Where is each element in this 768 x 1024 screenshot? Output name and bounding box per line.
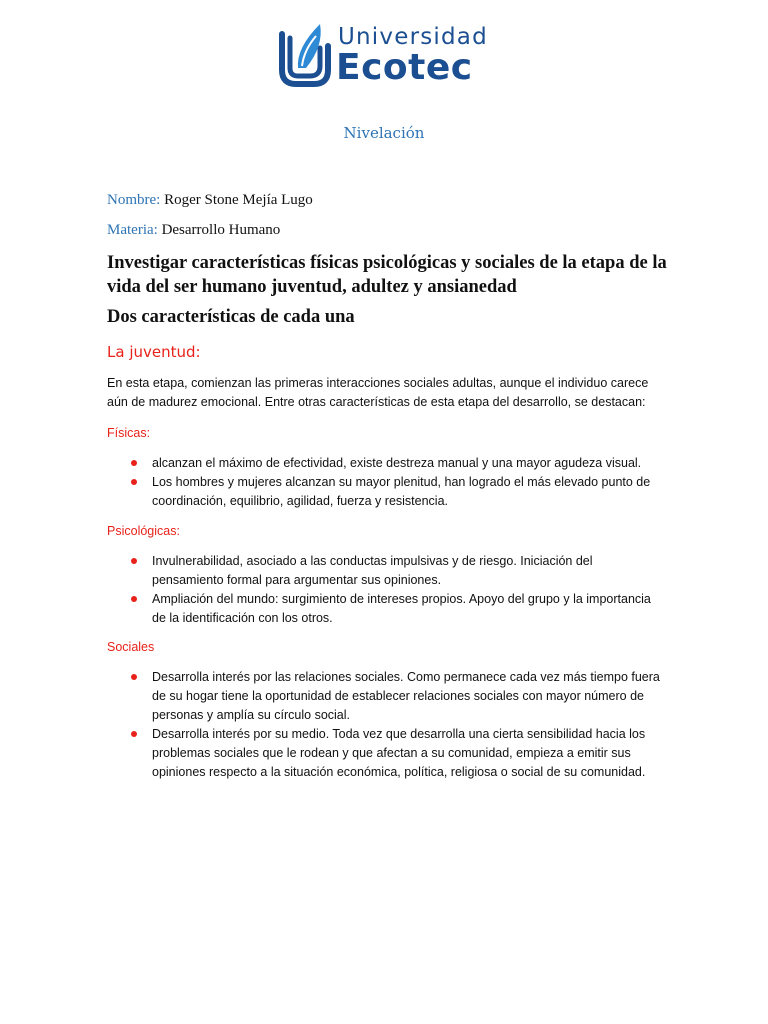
assignment-subheading: Dos características de cada una: [107, 307, 355, 327]
list-item: Los hombres y mujeres alcanzan su mayor plenitud, han logrado el más elevado punto de coordinación, equilibrio, agilidad, fuerza y resistencia.: [107, 473, 667, 511]
logo-text-universidad: Universidad: [338, 24, 488, 50]
label-sociales: Sociales: [107, 640, 155, 654]
label-psicologicas: Psicológicas:: [107, 524, 180, 538]
bullet-icon: [131, 460, 137, 466]
section-intro: En esta etapa, comienzan las primeras interacciones sociales adultas, aunque el individuo carece aún de madurez emocional. Entre otras características de esta etapa del desarrollo, se destacan:: [107, 376, 649, 409]
label-fisicas: Físicas:: [107, 426, 151, 440]
list-psicologicas: [107, 552, 667, 628]
list-fisicas: [107, 454, 667, 511]
bullet-icon: [131, 558, 137, 564]
bullet-icon: [131, 731, 137, 737]
student-name-line: [107, 192, 313, 209]
bullet-icon: [131, 674, 137, 680]
ecotec-emblem-icon: [276, 18, 334, 92]
list-item: Invulnerabilidad, asociado a las conductas impulsivas y de riesgo. Iniciación del pensamiento formal para argumentar sus opiniones.: [107, 552, 667, 590]
list-item: Ampliación del mundo: surgimiento de intereses propios. Apoyo del grupo y la importancia de la identificación con los otros.: [107, 590, 667, 628]
subject-line: [107, 222, 280, 239]
document-title: Nivelación: [343, 124, 425, 142]
logo-text-ecotec: Ecotec: [336, 47, 473, 88]
subject-label: Materia:: [107, 222, 158, 238]
section-title-juventud: La juventud:: [107, 343, 201, 361]
list-item: alcanzan el máximo de efectividad, existe destreza manual y una mayor agudeza visual.: [107, 454, 667, 473]
bullet-icon: [131, 479, 137, 485]
bullet-icon: [131, 596, 137, 602]
list-item: Desarrolla interés por su medio. Toda vez que desarrolla una cierta sensibilidad hacia los problemas sociales que le rodean y que afectan a su comunidad, empieza a emitir sus opiniones respecto a la situación económica, política, religiosa o social de su comunidad.: [107, 725, 667, 782]
subject-value: Desarrollo Humano: [157, 222, 281, 238]
assignment-heading: Investigar características físicas psicológicas y sociales de la etapa de la vida del ser humano juventud, adultez y ansianedad: [107, 253, 667, 297]
university-logo: [276, 18, 496, 92]
list-sociales: [107, 668, 667, 782]
name-value: Roger Stone Mejía Lugo: [160, 192, 313, 208]
name-label: Nombre:: [107, 192, 161, 208]
list-item: Desarrolla interés por las relaciones sociales. Como permanece cada vez más tiempo fuera de su hogar tiene la oportunidad de establecer relaciones sociales con mayor número de personas y amplía su círculo social.: [107, 668, 667, 725]
